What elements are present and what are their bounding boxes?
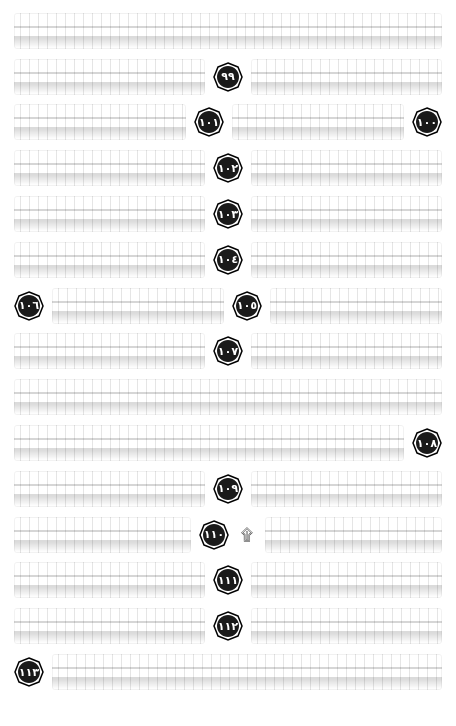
ayah-end-marker-icon [14, 657, 44, 687]
calligraphy-text-segment [251, 562, 442, 598]
calligraphy-text-segment [14, 379, 442, 415]
calligraphy-text-segment [14, 333, 205, 369]
calligraphy-text-segment [14, 425, 404, 461]
calligraphy-text-segment [270, 288, 442, 324]
calligraphy-text-segment [251, 471, 442, 507]
text-line [10, 145, 446, 191]
calligraphy-text-segment [14, 150, 205, 186]
calligraphy-text-segment [14, 242, 205, 278]
ayah-end-marker-icon [14, 291, 44, 321]
ayah-end-marker-icon [213, 199, 243, 229]
text-line [10, 649, 446, 695]
ayah-end-marker-icon [213, 245, 243, 275]
ayah-end-marker-icon [412, 428, 442, 458]
calligraphy-text-segment [14, 59, 205, 95]
text-line [10, 100, 446, 146]
verse-number: ١١٣ [18, 665, 40, 679]
verse-number: ١٠٤ [217, 253, 239, 267]
verse-number: ١٠١ [198, 115, 220, 129]
ayah-end-marker-icon [213, 62, 243, 92]
ayah-end-marker-icon [213, 474, 243, 504]
verse-number: ١٠٥ [236, 299, 258, 313]
calligraphy-text-segment [52, 288, 224, 324]
verse-number: ١٠٨ [416, 436, 438, 450]
calligraphy-text-segment [251, 150, 442, 186]
text-line [10, 558, 446, 604]
calligraphy-text-segment [14, 608, 205, 644]
verse-number: ١١٢ [217, 619, 239, 633]
verse-number: ٩٩ [221, 70, 235, 84]
verse-number: ١١٠ [203, 528, 225, 542]
verse-number: ١٠٧ [217, 344, 239, 358]
calligraphy-text-segment [251, 608, 442, 644]
sajdah-mark-icon: ۩ [240, 524, 254, 544]
calligraphy-text-segment [265, 517, 442, 553]
calligraphy-text-segment [14, 562, 205, 598]
ayah-end-marker-icon [232, 291, 262, 321]
text-line [10, 420, 446, 466]
text-line [10, 283, 446, 329]
calligraphy-text-segment [14, 471, 205, 507]
page-lines [10, 8, 446, 695]
calligraphy-text-segment [251, 59, 442, 95]
calligraphy-text-segment [52, 654, 442, 690]
calligraphy-text-segment [14, 104, 186, 140]
text-line [10, 191, 446, 237]
text-line [10, 8, 446, 54]
verse-number: ١٠٠ [416, 115, 438, 129]
ayah-end-marker-icon [213, 336, 243, 366]
verse-number: ١٠٢ [217, 161, 239, 175]
text-line [10, 237, 446, 283]
ayah-end-marker-icon [199, 520, 229, 550]
ayah-end-marker-icon [412, 107, 442, 137]
text-line [10, 466, 446, 512]
calligraphy-text-segment [251, 196, 442, 232]
ayah-end-marker-icon [213, 153, 243, 183]
calligraphy-text-segment [232, 104, 404, 140]
text-line [10, 329, 446, 375]
ayah-end-marker-icon [213, 611, 243, 641]
text-line [10, 603, 446, 649]
calligraphy-text-segment [251, 242, 442, 278]
text-line [10, 374, 446, 420]
verse-number: ١٠٩ [217, 482, 239, 496]
ayah-end-marker-icon [194, 107, 224, 137]
verse-number: ١٠٣ [217, 207, 239, 221]
calligraphy-text-segment [14, 196, 205, 232]
calligraphy-text-segment [251, 333, 442, 369]
calligraphy-text-segment [14, 517, 191, 553]
ayah-end-marker-icon [213, 565, 243, 595]
text-line [10, 54, 446, 100]
verse-number: ١٠٦ [18, 299, 40, 313]
verse-number: ١١١ [217, 573, 239, 587]
text-line [10, 512, 446, 558]
calligraphy-text-segment [14, 13, 442, 49]
